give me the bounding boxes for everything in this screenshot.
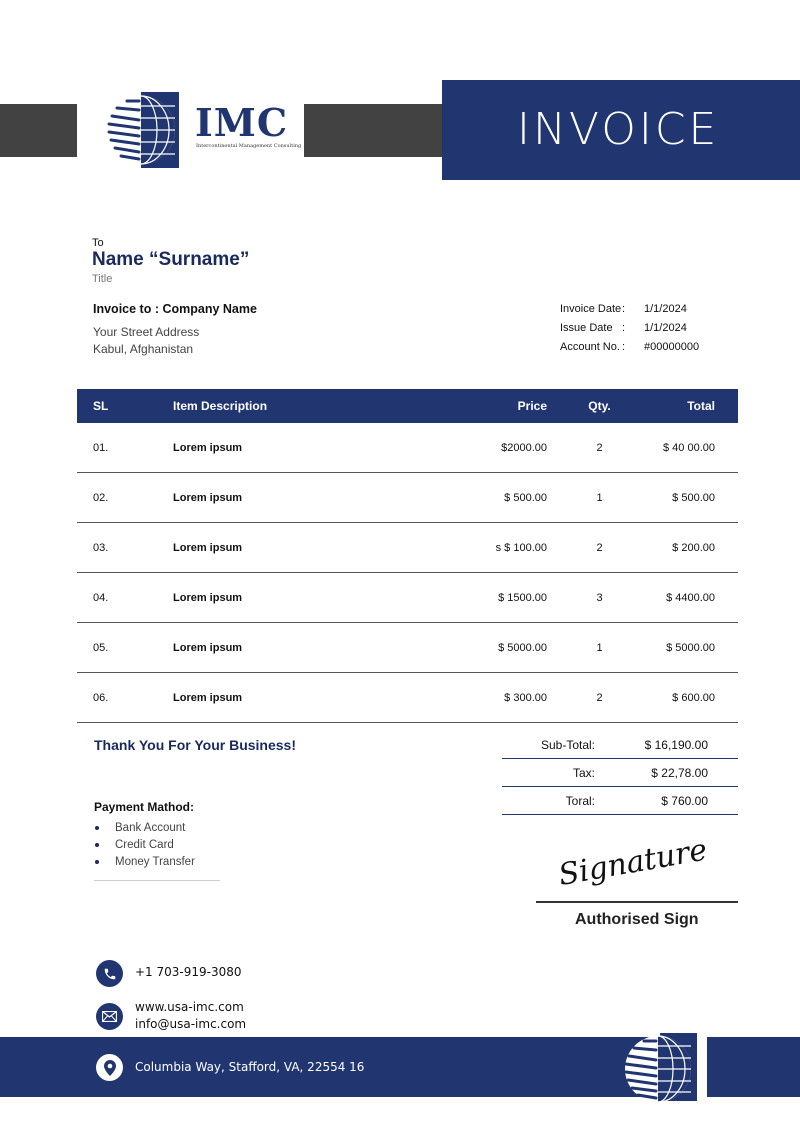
table-row (77, 573, 738, 623)
cell-description: Lorem ipsum (173, 623, 463, 673)
cell-qty: 2 (547, 673, 652, 723)
globe-logo-icon (103, 92, 181, 170)
cell-sl: 04. (77, 573, 173, 623)
payment-method-list (94, 819, 195, 870)
recipient-name: Name “Surname” (92, 249, 250, 270)
logo-subtitle: Intercontinental Management Consulting (196, 143, 302, 149)
meta-issue-date (560, 322, 699, 341)
cell-description: Lorem ipsum (173, 673, 463, 723)
authorised-sign-label: Authorised Sign (575, 911, 699, 928)
footer-address: Columbia Way, Stafford, VA, 22554 16 (135, 1060, 365, 1074)
table-header-row (77, 389, 738, 423)
invoice-meta (560, 303, 699, 360)
items-table (77, 389, 738, 723)
summary-value: $ 22,78.00 (651, 765, 708, 780)
cell-price: $ 500.00 (463, 473, 547, 523)
list-item (94, 819, 195, 836)
cell-price: s $ 100.00 (463, 523, 547, 573)
invoice-to-company: Invoice to : Company Name (93, 302, 257, 316)
mail-icon (96, 1003, 123, 1030)
recipient-address (93, 324, 199, 358)
table-row (77, 623, 738, 673)
meta-invoice-date (560, 303, 699, 322)
phone-icon (96, 960, 123, 987)
website-link[interactable]: www.usa-imc.com (135, 1000, 244, 1014)
location-pin-icon (96, 1054, 123, 1081)
cell-total: $ 4400.00 (652, 573, 738, 623)
header-invoice-block (442, 80, 800, 180)
header-price: Price (517, 399, 547, 413)
cell-qty: 1 (547, 623, 652, 673)
cell-description: Lorem ipsum (173, 423, 463, 473)
meta-label: Invoice Date (560, 303, 622, 315)
cell-total: $ 500.00 (652, 473, 738, 523)
bullet-icon (95, 826, 99, 830)
invoice-title: INVOICE (517, 104, 720, 155)
cell-price: $ 5000.00 (463, 623, 547, 673)
bullet-icon (95, 860, 99, 864)
signature-image: Signature (555, 832, 710, 893)
meta-value: #00000000 (644, 341, 700, 353)
street-address: Your Street Address (93, 325, 200, 339)
cell-sl: 05. (77, 623, 173, 673)
cell-sl: 06. (77, 673, 173, 723)
cell-price: $ 300.00 (463, 673, 547, 723)
header-left-bar (0, 104, 77, 157)
summary-value: $ 16,190.00 (644, 737, 708, 752)
cell-price: $2000.00 (463, 423, 547, 473)
footer-logo (620, 1033, 698, 1103)
header-qty: Qty. (588, 399, 611, 413)
table-row (77, 473, 738, 523)
header-sl: SL (93, 399, 109, 413)
payment-method: Bank Account (115, 821, 186, 834)
summary-total (502, 787, 738, 815)
list-item (94, 853, 195, 870)
payment-divider (94, 880, 220, 881)
table-row (77, 423, 738, 473)
cell-qty: 2 (547, 423, 652, 473)
cell-qty: 2 (547, 523, 652, 573)
meta-label: Account No. (560, 341, 620, 353)
phone-number: +1 703-919-3080 (135, 965, 242, 979)
payment-method-title: Payment Mathod: (94, 800, 195, 814)
cell-qty: 1 (547, 473, 652, 523)
meta-label: Issue Date (560, 322, 613, 334)
company-logo (103, 92, 302, 170)
bullet-icon (95, 843, 99, 847)
recipient-title: Title (92, 273, 113, 285)
city-country: Kabul, Afghanistan (93, 342, 194, 356)
header-total: Total (687, 399, 715, 413)
meta-sep: : (622, 303, 626, 315)
signature-line (536, 901, 738, 903)
contact-web-email (135, 999, 246, 1033)
globe-logo-icon (620, 1033, 698, 1103)
summary-label: Tax: (572, 765, 595, 780)
footer-right-bar (707, 1037, 800, 1097)
summary-tax (502, 759, 738, 787)
totals-summary (502, 731, 738, 815)
email-link[interactable]: info@usa-imc.com (135, 1017, 247, 1031)
list-item (94, 836, 195, 853)
meta-value: 1/1/2024 (644, 303, 687, 315)
cell-description: Lorem ipsum (173, 473, 463, 523)
meta-sep: : (622, 341, 626, 353)
payment-method: Money Transfer (115, 855, 195, 868)
cell-total: $ 600.00 (652, 673, 738, 723)
cell-description: Lorem ipsum (173, 523, 463, 573)
cell-sl: 02. (77, 473, 173, 523)
table-row (77, 673, 738, 723)
meta-account-no (560, 341, 699, 360)
header-description: Item Description (173, 399, 268, 413)
cell-qty: 3 (547, 573, 652, 623)
summary-label: Sub-Total: (540, 737, 595, 752)
cell-total: $ 40 00.00 (652, 423, 738, 473)
payment-method: Credit Card (115, 838, 174, 851)
cell-total: $ 200.00 (652, 523, 738, 573)
summary-subtotal (502, 731, 738, 759)
summary-label: Toral: (565, 793, 595, 808)
cell-sl: 01. (77, 423, 173, 473)
to-label: To (92, 237, 104, 249)
meta-value: 1/1/2024 (644, 322, 687, 334)
header-middle-bar (304, 104, 446, 157)
cell-sl: 03. (77, 523, 173, 573)
thank-you-message: Thank You For Your Business! (94, 737, 296, 753)
cell-price: $ 1500.00 (463, 573, 547, 623)
meta-sep: : (622, 322, 626, 334)
cell-description: Lorem ipsum (173, 573, 463, 623)
cell-total: $ 5000.00 (652, 623, 738, 673)
summary-value: $ 760.00 (661, 793, 708, 808)
table-row (77, 523, 738, 573)
logo-text: IMC (195, 100, 289, 145)
